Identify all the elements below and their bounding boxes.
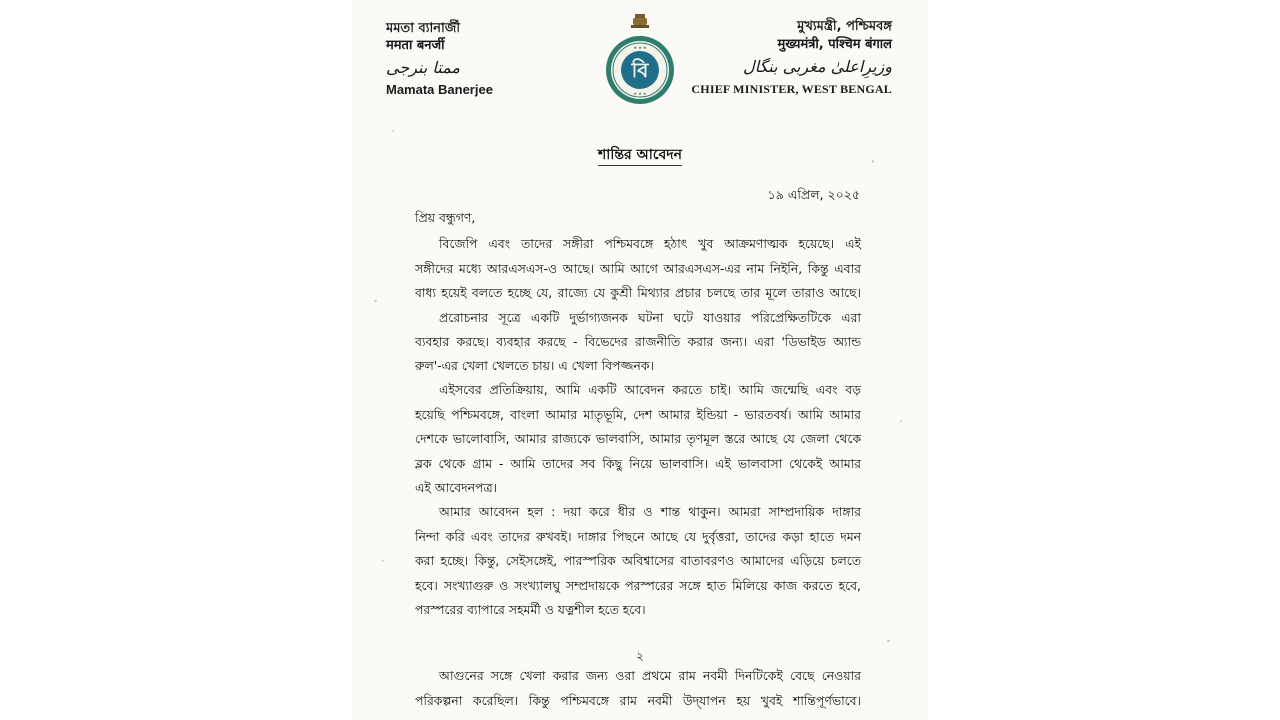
paper-speck <box>374 300 377 302</box>
svg-text:বি: বি <box>631 58 649 82</box>
header-left <box>386 20 493 99</box>
body-line: প্ররোচনার সূত্রে একটি দুর্ভাগ্যজনক ঘটনা ঘটে যাওয়ার পরিপ্রেক্ষিতটিকে এরা <box>439 310 861 325</box>
name-bengali: মমতা ব্যানার্জী <box>386 21 461 36</box>
page-number: ২ <box>636 649 644 663</box>
body-line: পরস্পরের ব্যাপারে সহমর্মী ও যত্নশীল হতে হবে। <box>415 602 646 617</box>
salutation: প্রিয় বন্ধুগণ, <box>415 210 476 225</box>
title-hindi: मुख्यमंत्री, पश्चिम बंगाल <box>777 37 892 52</box>
body-line: আমার আবেদন হল : দয়া করে ধীর ও শান্ত থাকুন। আমরা সাম্প্রদায়িক দাঙ্গার <box>439 504 861 519</box>
svg-text:★ ★ ★: ★ ★ ★ <box>633 45 647 50</box>
body-line: আগুনের সঙ্গে খেলা করার জন্য ওরা প্রথমে রাম নবমী দিনটিকেই বেছে নেওয়ার <box>439 668 861 683</box>
letter-title <box>352 143 928 167</box>
letter-title-text: শান্তির আবেদন <box>598 147 682 166</box>
body-line: দেশকে ভালোবাসি, আমার রাজ্যকে ভালবাসি, আমার তৃণমূল স্তরে আছে যে জেলা থেকে <box>415 431 861 446</box>
body-line: করা হচ্ছে। কিন্তু, সেইসঙ্গেই, পারস্পরিক অবিশ্বাসের বাতাবরণও আমাদের এড়িয়ে চলতে <box>415 553 861 568</box>
title-english: CHIEF MINISTER, WEST BENGAL <box>691 82 892 96</box>
body-line: এইসবের প্রতিক্রিয়ায়, আমি একটি আবেদন করতে চাই। আমি জন্মেছি এবং বড় <box>439 382 861 397</box>
paper-speck <box>887 640 890 642</box>
body-line: হবে। সংখ্যাগুরু ও সংখ্যালঘু সম্প্রদায়কে পরস্পরের সঙ্গে হাত মিলিয়ে কাজ করতে হবে, <box>415 578 861 593</box>
header-right <box>691 18 892 98</box>
name-hindi: ममता बनर्जी <box>386 38 445 53</box>
body-line: নিন্দা করি এবং তাদের রুখবই। দাঙ্গার পিছনে আছে যে দুর্বৃত্তরা, তাদের কড়া হাতে দমন <box>415 529 861 544</box>
body-line: এই আবেদনপত্র। <box>415 480 497 495</box>
title-bengali: মুখ্যমন্ত্রী, পশ্চিমবঙ্গ <box>797 19 892 34</box>
paper-speck <box>900 420 902 422</box>
name-urdu: ممتا بنرجی <box>386 58 460 77</box>
body-line: বিজেপি এবং তাদের সঙ্গীরা পশ্চিমবঙ্গে হঠাৎ খুব আক্রমণাত্মক হয়েছে। এই <box>439 236 861 251</box>
body-line: পরিকল্পনা করেছিল। কিন্তু পশ্চিমবঙ্গে রাম নবমী উদ্‌যাপন হয় খুবই শান্তিপূর্ণভাবে। <box>415 693 861 708</box>
paper-speck <box>392 130 394 132</box>
body-line: ব্লক থেকে গ্রাম - আমি তাদের সব কিছু নিয়ে ভালবাসি। এই ভালবাসা থেকেই আমার <box>415 456 861 471</box>
title-urdu: وزیرِاعلیٰ مغربی بنگال <box>742 57 892 76</box>
body-line: ব্যবহার করছে। ব্যবহার করছে - বিভেদের রাজনীতি করার জন্য। এরা 'ডিভাইড অ্যান্ড <box>415 334 861 349</box>
west-bengal-seal-icon <box>602 12 678 110</box>
paper-speck <box>382 560 384 562</box>
letter-page <box>352 0 928 720</box>
letter-date: ১৯ এপ্রিল, ২০২৫ <box>767 187 860 202</box>
body-line: হয়েছি পশ্চিমবঙ্গে, বাংলা আমার মাতৃভূমি, দেশ আমার ইন্ডিয়া - ভারতবর্ষ। আমি আমার <box>415 407 861 422</box>
name-english: Mamata Banerjee <box>386 82 493 97</box>
body-line: সঙ্গীদের মধ্যে আরএসএস-ও আছে। আমি আগে আরএসএস-এর নাম নিইনি, কিন্তু এবার <box>415 261 861 276</box>
body-line: রুল'-এর খেলা খেলতে চায়। এ খেলা বিপজ্জনক। <box>415 358 654 373</box>
svg-text:★ ★ ★: ★ ★ ★ <box>633 91 647 96</box>
body-line: বাধ্য হয়েই বলতে হচ্ছে যে, রাজ্যে যে কুশ্রী মিথ্যার প্রচার চলছে তার মূলে তারাও আছে। <box>415 285 861 300</box>
